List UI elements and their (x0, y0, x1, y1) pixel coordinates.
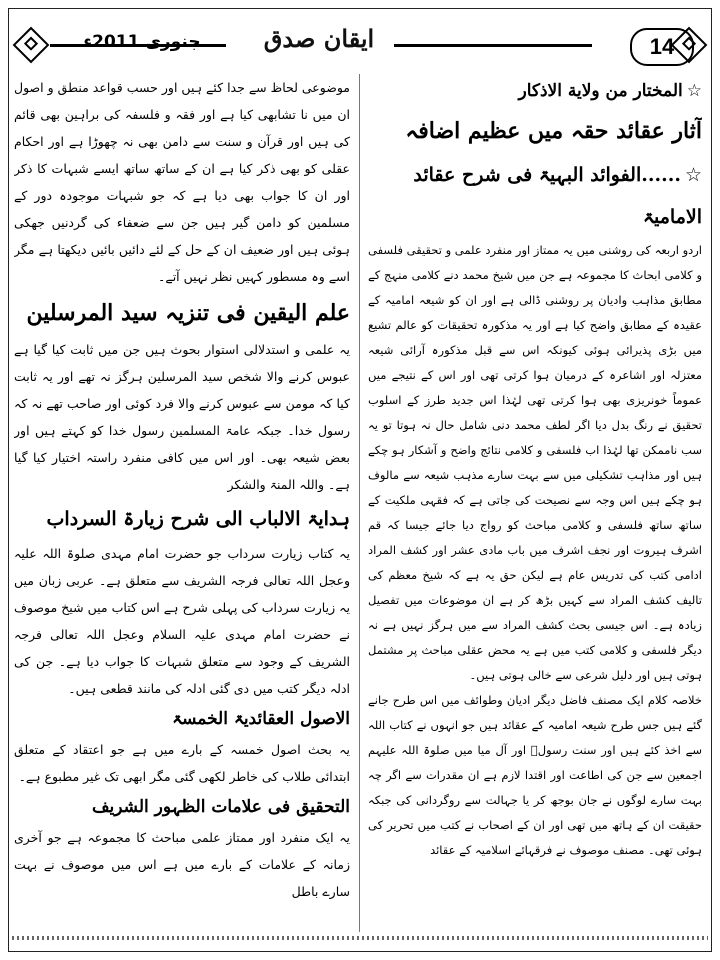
star-icon: ☆ (686, 81, 702, 101)
body-paragraph: یہ علمی و استدلالی استوار بحوث ہیں جن میں ثابت کیا گیا ہے عبوس کرنے والا شخص سید المرسلین ہرگز نہ تھے اور یہ ثابت کیا کہ مومن سے عبوس کرنے والا فرد کوئی اور صاحب تھے نہ کہ رسول خدا۔ جبکہ عامۃ المسلمین رسول خدا کو کہتے ہیں اور بعض شیعہ بھی۔ اور اس میں کافی منفرد راستہ اختیار کیا گیا ہے۔ واللہ المنۃ والشکر (14, 342, 350, 492)
feature-title: آثار عقائد حقہ میں عظیم اضافہ (405, 118, 702, 144)
section-heading: ہدایۃ الالباب الی شرح زیارۃ السرداب (46, 508, 350, 530)
body-paragraph: یہ ایک منفرد اور ممتاز علمی مباحث کا مجموعہ ہے جو آخری زمانہ کے علامات کے بارے میں ہے اس میں موصوف نے بہت سارے باطل (14, 830, 350, 899)
section-heading: التحقیق فی علامات الظہور الشریف (91, 797, 350, 817)
body-paragraph: خلاصہ کلام ایک مصنف فاضل دیگر ادیان وطوائف میں اس طرح جانے گئے ہیں جس طرح شیعہ امامیہ کے عقائد ہیں جو انہوں نے کتاب اللہ سے اخذ کئے ہیں اور سنت رسولؐ اور آل میا میں صلوۃ اللہ علیہم اجمعین سے جن کی اطاعت اور اقتدا لازم ہے ان مقدرات سے اگر چہ بہت سارے لوگوں نے جان بوجھ کر یا جہالت سے روگردانی کی جبکہ حقیقت ان کے ہاتھ میں تھی اور ان کے اصحاب نے کتب میں تحریر کی ہوئی تھی۔ مصنف موصوف نے فرقہائے اسلامیہ کے عقائد (368, 693, 702, 857)
page-number: 14 (630, 28, 694, 66)
body-paragraph: اردو اربعہ کی روشنی میں یہ ممتاز اور منفرد علمی و تحقیقی فلسفی و کلامی ابحاث کا مجموعہ ہے جن میں شیخ محمد دنے کلامی منہج کے مطابق مذاہب وادیان پر روشنی ڈالی ہے اور ان کو شیعہ امامیہ کے عقیدہ کے مطابق واضح کیا ہے اور یہ مذکورہ تحقیقات کو عالم تشیع میں بڑی پذیرائی ہوئی کیونکہ اس سے قبل مذکورہ آرائی شیعہ معتزلہ اور اشاعرہ کے درمیان ہوا کرتی تھی اور اس کے نتیجے میں عموماً خونریزی بھی ہوا کرتی تھی لہٰذا اس جدید طرز کے اسلوب تحقیق نے رنگ بدل دیا اگر لطف محمد دنی شامل حال نہ ہوتا تو یہ سب ناممکن تھا لہٰذا اب فلسفی و کلامی نتائج واضح و آشکار ہو چکے ہیں اور مذاہب تشکیلی میں سے بہت سارے مذہب شیعہ سے مالوف ہو چکے ہیں اس وجہ سے نصیحت کی جاتی ہے کہ فقہی ملکیت کے ساتھ ساتھ فلسفی و کلامی مباحث کو رواج دیا جائے جیسا کہ قم اشرف ہیروت اور نجف اشرف میں باب مادی عشر اور کشف المراد ادامی کتب کی تدریس عام ہے لیکن حق یہ ہے کہ شیخ معظم کی تالیف کشف المراد سے کہیں بڑھ کر ہے ان موضوعات میں تفصیل زیادہ ہے۔ اس جیسی بحث کشف المراد سے میں ہرگز نہیں ہے نہ دیگر فلسفی و کلامی کتب میں ہے یہ محض عقلی مباحث پر مشتمل ہوتی ہیں اور دلیل شرعی سے خالی ہوتی ہیں۔ (368, 243, 702, 682)
body-paragraph: یہ کتاب زیارت سرداب جو حضرت امام مہدی صلوۃ اللہ علیہ وعجل اللہ تعالی فرجہ الشریف سے متعلق ہے۔ عربی زبان میں یہ زیارت سرداب کی پہلی شرح ہے اس کتاب میں شیخ موصوف نے حضرت امام مہدی علیہ السلام وعجل اللہ تعالی فرجہ الشریف کے وجود سے متعلق شبہات کا جواب دیا ہے۔ جن کی ادلہ دیگر کتب میں دی گئی ادلہ کی مانند قطعی ہیں۔ (14, 546, 350, 696)
body-paragraph: یہ بحث اصول خمسہ کے بارے میں ہے جو اعتقاد کے متعلق ابتدائی طلاب کی خاطر لکھی گئی مگر ابھی تک غیر مطبوع ہے۔ (14, 742, 350, 784)
ornament-icon (13, 27, 50, 64)
page-header (14, 22, 706, 68)
section-heading: علم الیقین فی تنزیہ سید المرسلین (26, 300, 350, 326)
section-heading: ☆المختار من ولاية الاذكار (368, 74, 702, 108)
section-heading: ☆......الفوائد البہیۃ فی شرح عقائد الامامیۃ (368, 154, 702, 238)
star-icon: ☆ (684, 164, 702, 186)
left-column (14, 74, 350, 905)
masthead-logo: ايقان صدق (263, 24, 375, 53)
footer-rule (12, 936, 708, 940)
column-divider (359, 74, 360, 932)
issue-date: جنوری 2011ء (83, 32, 201, 52)
section-heading: الاصول العقائدیۃ الخمسۃ (172, 709, 350, 729)
body-paragraph: موضوعی لحاظ سے جدا کئے ہیں اور حسب قواعد منطق و اصول ان میں نا تشابھی کیا ہے اور فقہ و فلسفہ کی براہین بھی قائم کی ہیں اور قرآن و سنت سے دامن بھی نہ چھوڑا ہے اور احکام عقلی کو بھی ذکر کیا ہے ان کے ساتھ ساتھ ایسے شبہات کا ذکر اور ان کا جواب بھی دیا ہے کہ جو شبہات موجودہ دور کے مسلمین کو دامن گیر ہیں جن سے ضعفاء کی گردنیں جھکی ہوئی ہیں اور ضعیف ان کے حل کے لئے دائیں بائیں دیکھتا ہے مگر اسے وہ مسطور کہیں نظر نہیں آتے۔ (14, 80, 350, 284)
right-column (368, 74, 702, 863)
header-rule (394, 44, 592, 47)
